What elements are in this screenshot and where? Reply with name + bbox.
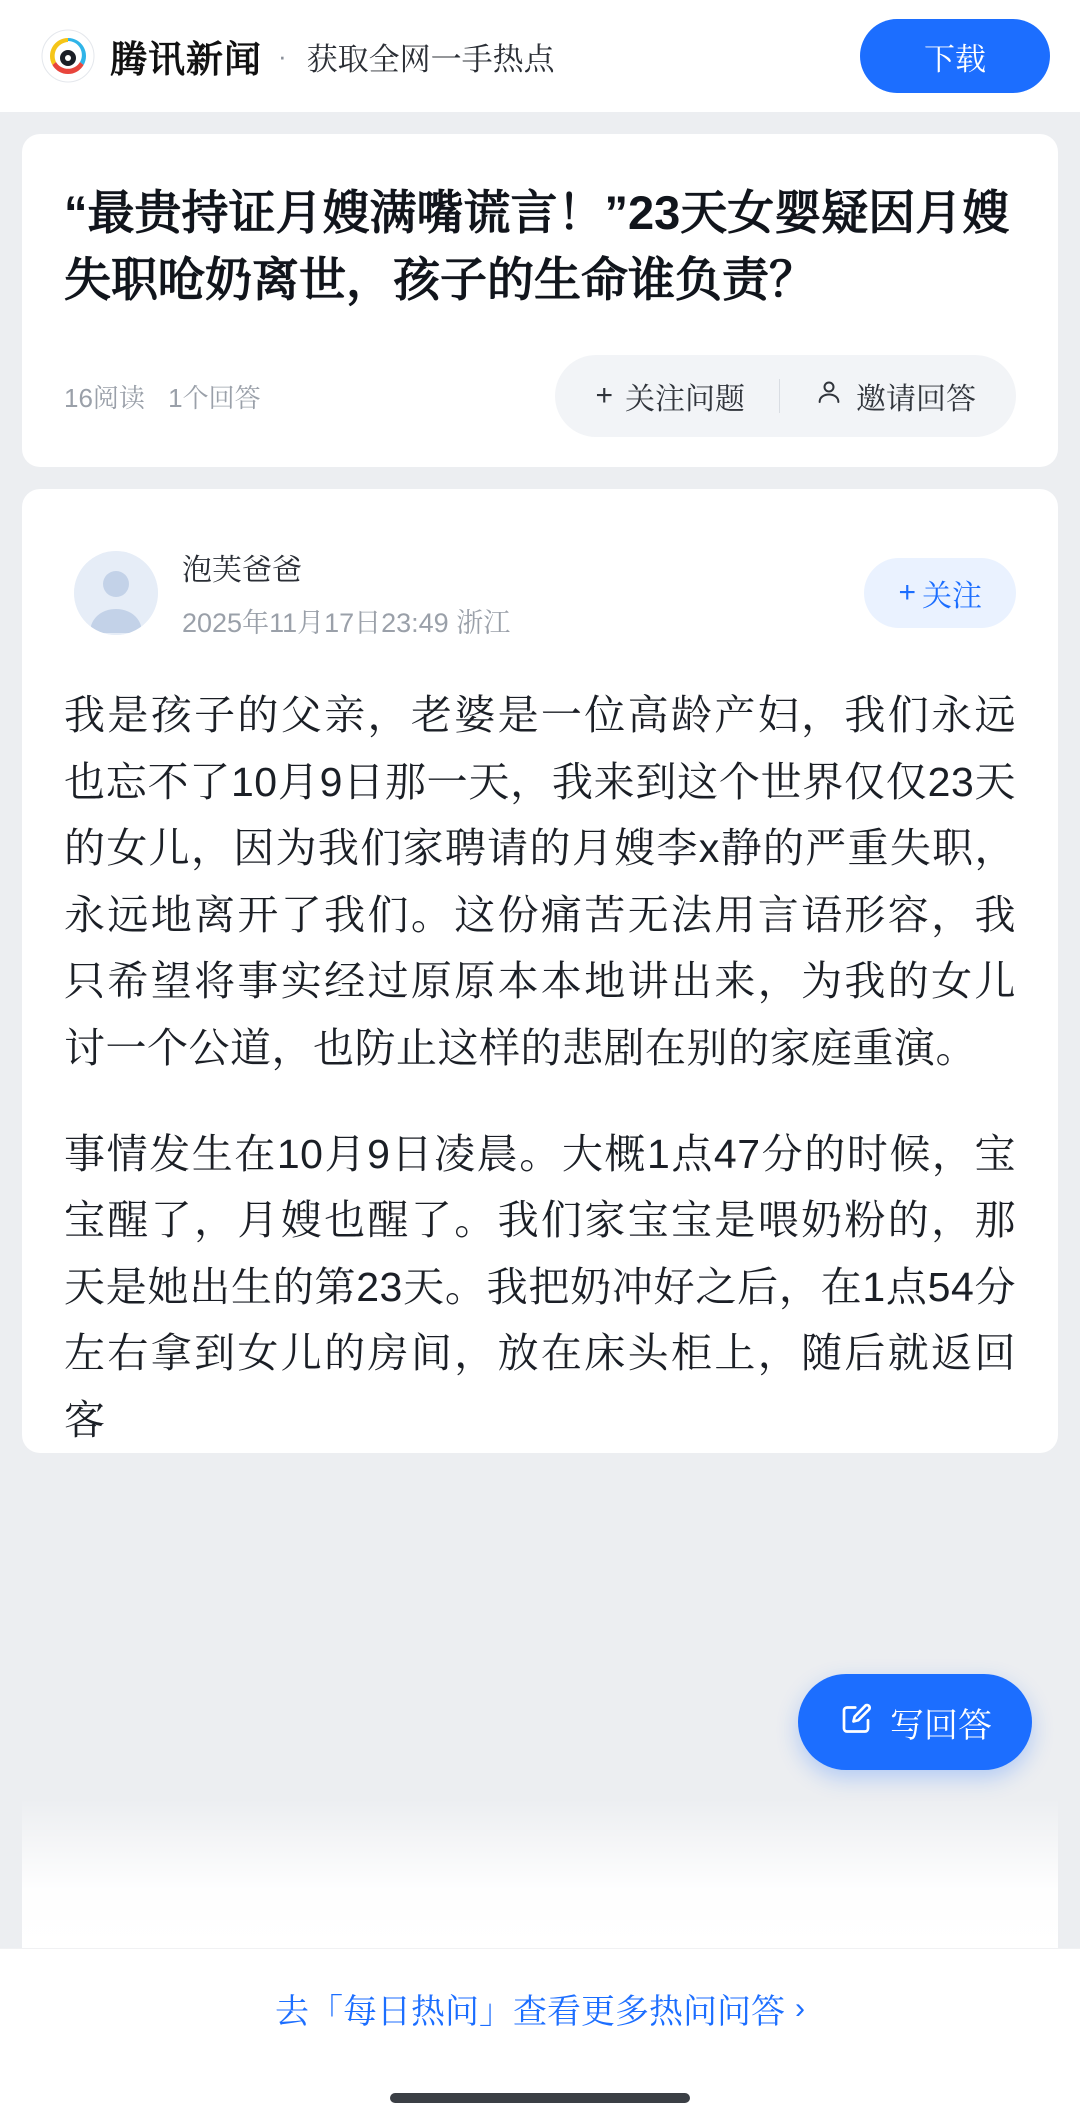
answer-body [64,682,1016,1452]
write-answer-label: 写回答 [890,1706,992,1745]
plus-icon: + [595,379,613,413]
brand-slogan: 获取全网一手热点 [306,41,555,77]
daily-hot-questions-bar[interactable] [0,1948,1080,2068]
follow-question-label: 关注问题 [625,383,745,417]
read-count: 16阅读 [64,382,145,413]
plus-icon: + [898,575,916,609]
answer-timestamp-location: 2025年11月17日23:49 浙江 [182,608,511,639]
question-card [22,134,1058,467]
follow-question-button[interactable] [561,355,779,437]
author-row[interactable] [64,529,1016,648]
invite-answer-label: 邀请回答 [856,383,976,417]
question-action-group [555,355,1016,437]
brand-block[interactable] [40,28,860,84]
brand-separator: · [278,40,287,71]
home-indicator-area [0,2068,1080,2128]
answer-count: 1个回答 [168,382,261,413]
follow-author-button[interactable] [864,558,1016,628]
follow-author-label: 关注 [922,579,982,613]
write-answer-button[interactable] [798,1674,1032,1770]
tencent-news-logo-icon [40,28,96,84]
home-indicator [390,2093,690,2103]
answer-paragraph: 我是孩子的父亲，老婆是一位高龄产妇，我们永远也忘不了10月9日那一天，我来到这个世界仅仅23天的女儿，因为我们家聘请的月嫂李x静的严重失职，永远地离开了我们。这份痛苦无法用言语形容，我只希望将事实经过原原本本地讲出来，为我的女儿讨一个公道，也防止这样的悲剧在别的家庭重演。 [64,692,1016,1071]
author-info [182,545,510,640]
question-stats [64,378,261,415]
person-icon [814,377,844,415]
daily-hot-questions-link[interactable] [275,1984,805,2033]
answer-paragraph: 事情发生在10月9日凌晨。大概1点47分的时候，宝宝醒了，月嫂也醒了。我们家宝宝是喂奶粉的，那天是她出生的第23天。我把奶冲好之后，在1点54分左右拿到女儿的房间，放在床头柜上，随后就返回客 [64,1130,1016,1443]
brand-name: 腾讯新闻 [110,39,262,80]
invite-answer-button[interactable] [780,355,1010,437]
page-title: “最贵持证月嫂满嘴谎言！”23天女婴疑因月嫂失职呛奶离世，孩子的生命谁负责？ [64,186,1010,306]
author-name: 泡芙爸爸 [182,554,302,588]
download-button[interactable]: 下载 [860,19,1050,93]
avatar[interactable] [74,551,158,635]
content-fade-mask [22,1798,1058,1948]
top-bar [0,0,1080,112]
content-scroll-area[interactable] [0,112,1080,1948]
pencil-edit-icon [838,1700,874,1745]
question-meta-row [64,355,1016,437]
answer-card [22,489,1058,1452]
daily-hot-questions-label: 去「每日热问」查看更多热问问答 [275,1993,785,2031]
chevron-right-icon: › [795,1991,805,2025]
